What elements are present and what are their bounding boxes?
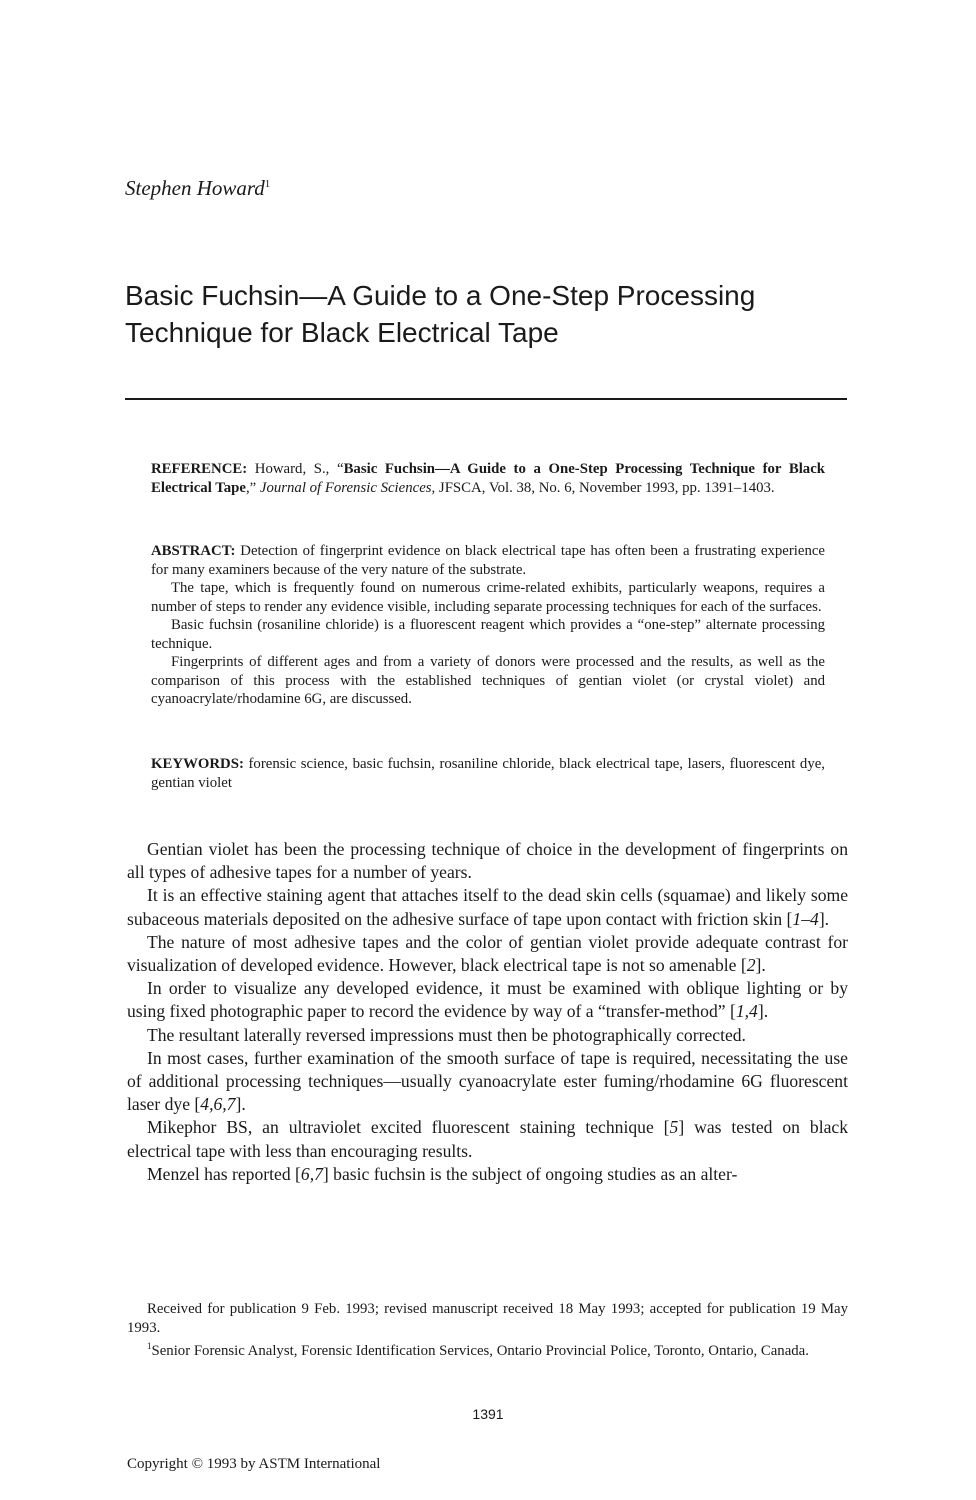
- abstract-paragraph: The tape, which is frequently found on numerous crime-related exhibits, particularly weapons, requires a number of steps to render any evidence visible, including separate processing techniques for each of the surfaces.: [151, 580, 825, 615]
- author-name: [125, 176, 270, 201]
- abstract-text-1: Detection of fingerprint evidence on black electrical tape has often been a frustrating experience for many examiners because of the very nature of the substrate.: [151, 543, 825, 578]
- affiliation-mark: 1: [147, 1341, 152, 1351]
- keywords-block: [151, 755, 825, 792]
- author-name-text: Stephen Howard: [125, 176, 265, 200]
- keywords-text: forensic science, basic fuchsin, rosaniline chloride, black electrical tape, lasers, fluorescent dye, gentian violet: [151, 756, 825, 791]
- abstract-paragraph: Fingerprints of different ages and from a variety of donors were processed and the results, as well as the comparison of this process with the established techniques of gentian violet (or crystal violet) and cyanoacrylate/rhodamine 6G, are discussed.: [151, 654, 825, 707]
- citation: 1–4: [792, 908, 819, 929]
- body-paragraph: In most cases, further examination of the smooth surface of tape is required, necessitating the use of additional processing techniques—usually cyanoacrylate ester fuming/rhodamine 6G fluorescent laser dye [4,6,7].: [127, 1047, 848, 1115]
- title-divider: [125, 398, 847, 400]
- body-text: [127, 838, 848, 1186]
- citation: 1,4: [735, 1001, 758, 1022]
- body-paragraph: In order to visualize any developed evidence, it must be examined with oblique lighting or by using fixed photographic paper to record the evidence by way of a “transfer-method” [1,4].: [127, 978, 848, 1022]
- author-footnote-mark: 1: [264, 178, 271, 190]
- article-title: Basic Fuchsin—A Guide to a One-Step Processing Technique for Black Electrical Tape: [125, 279, 756, 348]
- reference-block: [151, 460, 825, 497]
- body-paragraph: Menzel has reported [6,7] basic fuchsin is the subject of ongoing studies as an alter-: [147, 1163, 738, 1184]
- page-number: 1391: [472, 1406, 504, 1422]
- citation: 6,7: [300, 1163, 323, 1184]
- citation: 4,6,7: [200, 1094, 236, 1115]
- body-paragraph: Gentian violet has been the processing technique of choice in the development of fingerprints on all types of adhesive tapes for a number of years.: [127, 839, 848, 883]
- body-paragraph: Mikephor BS, an ultraviolet excited fluorescent staining technique [5] was tested on black electrical tape with less than encouraging results.: [127, 1117, 848, 1161]
- affiliation-text: Senior Forensic Analyst, Forensic Identification Services, Ontario Provincial Police, Toronto, Ontario, Canada.: [151, 1342, 809, 1359]
- citation: 2: [746, 955, 756, 976]
- reference-journal: Journal of Forensic Sciences: [259, 479, 432, 496]
- reference-article-title: Basic Fuchsin—A Guide to a One-Step Processing Technique for Black Electrical Tape: [151, 461, 825, 496]
- copyright-line: Copyright © 1993 by ASTM International: [127, 1456, 381, 1472]
- abstract-block: [151, 542, 825, 709]
- body-paragraph: The resultant laterally reversed impressions must then be photographically corrected.: [147, 1024, 746, 1045]
- received-note: Received for publication 9 Feb. 1993; revised manuscript received 18 May 1993; accepted for publication 19 May 1993.: [127, 1301, 848, 1336]
- footnotes: [127, 1300, 848, 1360]
- citation: 5: [669, 1117, 679, 1138]
- body-paragraph: The nature of most adhesive tapes and the color of gentian violet provide adequate contrast for visualization of developed evidence. However, black electrical tape is not so amenable [2].: [127, 931, 848, 976]
- affiliation-note: [127, 1337, 848, 1360]
- abstract-label: ABSTRACT:: [151, 543, 236, 559]
- reference-details: , JFSCA, Vol. 38, No. 6, November 1993, pp. 1391–1403.: [431, 479, 775, 496]
- abstract-paragraph: [151, 542, 825, 579]
- keywords-label: KEYWORDS:: [151, 756, 244, 772]
- reference-after-title: ,”: [245, 479, 260, 496]
- reference-authors: Howard, S., “: [247, 461, 344, 477]
- body-paragraph: It is an effective staining agent that attaches itself to the dead skin cells (squamae) and likely some subaceous materials deposited on the adhesive surface of tape upon contact with friction skin [1–4].: [127, 885, 848, 929]
- reference-label: REFERENCE:: [151, 461, 248, 477]
- abstract-paragraph: Basic fuchsin (rosaniline chloride) is a fluorescent reagent which provides a “one-step” alternate processing technique.: [151, 617, 825, 652]
